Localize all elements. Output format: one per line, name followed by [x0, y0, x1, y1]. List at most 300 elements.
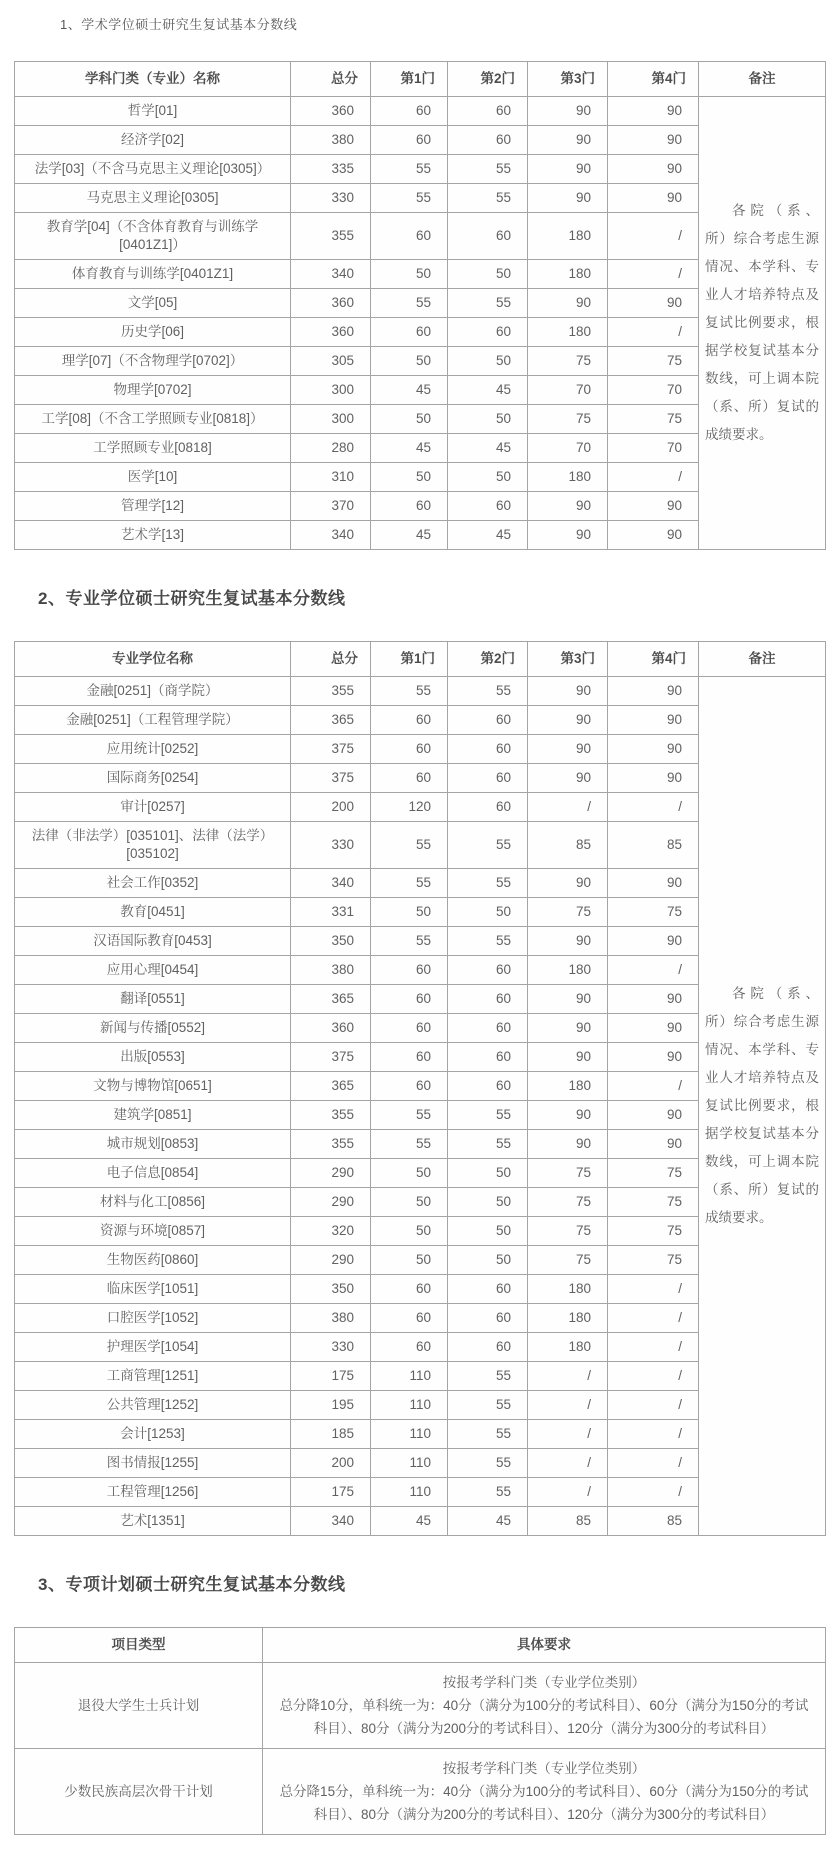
degree-name-cell: 口腔医学[1052]: [15, 1304, 291, 1333]
score-cell: 305: [291, 347, 371, 376]
score-cell: 60: [371, 1014, 448, 1043]
degree-name-cell: 应用心理[0454]: [15, 956, 291, 985]
column-header: 专业学位名称: [15, 642, 291, 677]
column-header: 备注: [699, 642, 826, 677]
score-cell: /: [608, 1420, 699, 1449]
academic-score-table: [14, 61, 826, 550]
score-cell: 280: [291, 434, 371, 463]
score-cell: 360: [291, 97, 371, 126]
degree-name-cell: 艺术学[13]: [15, 521, 291, 550]
score-cell: 50: [448, 1246, 528, 1275]
score-cell: 90: [608, 927, 699, 956]
degree-name-cell: 体育教育与训练学[0401Z1]: [15, 260, 291, 289]
score-cell: 90: [528, 764, 608, 793]
score-cell: 90: [608, 1130, 699, 1159]
degree-name-cell: 理学[07]（不含物理学[0702]）: [15, 347, 291, 376]
score-cell: 110: [371, 1362, 448, 1391]
score-cell: 195: [291, 1391, 371, 1420]
score-cell: 55: [448, 1478, 528, 1507]
score-cell: 180: [528, 1072, 608, 1101]
score-cell: 290: [291, 1188, 371, 1217]
score-cell: 331: [291, 898, 371, 927]
section-2-title: 2、专业学位硕士研究生复试基本分数线: [38, 589, 346, 608]
degree-name-cell: 审计[0257]: [15, 793, 291, 822]
column-header: 第3门: [528, 62, 608, 97]
score-cell: 365: [291, 1072, 371, 1101]
score-cell: 70: [528, 434, 608, 463]
degree-name-cell: 资源与环境[0857]: [15, 1217, 291, 1246]
score-cell: 90: [528, 289, 608, 318]
plan-requirement-cell: [263, 1663, 826, 1749]
remark-cell: [699, 677, 826, 1536]
score-cell: 120: [371, 793, 448, 822]
score-cell: /: [528, 1449, 608, 1478]
score-cell: 355: [291, 1130, 371, 1159]
requirement-detail: 总分降15分，单科统一为：40分（满分为100分的考试科目）、60分（满分为150分的考试科目）、80分（满分为200分的考试科目）、120分（满分为300分的考试科目）: [279, 1784, 809, 1822]
score-cell: 90: [608, 764, 699, 793]
score-cell: 50: [371, 260, 448, 289]
score-cell: 55: [448, 927, 528, 956]
score-cell: 70: [528, 376, 608, 405]
score-cell: 55: [448, 677, 528, 706]
score-cell: 330: [291, 822, 371, 869]
column-header: 第2门: [448, 62, 528, 97]
score-cell: /: [608, 260, 699, 289]
section-1-title: 1、学术学位硕士研究生复试基本分数线: [60, 17, 298, 32]
score-cell: 365: [291, 985, 371, 1014]
score-cell: 90: [608, 184, 699, 213]
degree-name-cell: 教育[0451]: [15, 898, 291, 927]
score-cell: 90: [528, 492, 608, 521]
degree-name-cell: 工学照顾专业[0818]: [15, 434, 291, 463]
degree-name-cell: 翻译[0551]: [15, 985, 291, 1014]
score-cell: 45: [371, 376, 448, 405]
score-cell: 45: [448, 434, 528, 463]
score-cell: 55: [448, 1391, 528, 1420]
score-cell: /: [528, 1478, 608, 1507]
degree-name-cell: 文学[05]: [15, 289, 291, 318]
score-cell: 60: [448, 97, 528, 126]
score-cell: 355: [291, 1101, 371, 1130]
score-cell: 75: [528, 1159, 608, 1188]
header-row: [15, 62, 826, 97]
score-cell: 60: [448, 1333, 528, 1362]
score-cell: 60: [371, 126, 448, 155]
score-cell: 60: [448, 793, 528, 822]
degree-name-cell: 新闻与传播[0552]: [15, 1014, 291, 1043]
score-cell: /: [528, 793, 608, 822]
degree-name-cell: 法学[03]（不含马克思主义理论[0305]）: [15, 155, 291, 184]
degree-name-cell: 工学[08]（不含工学照顾专业[0818]）: [15, 405, 291, 434]
score-cell: 350: [291, 1275, 371, 1304]
score-cell: 60: [371, 492, 448, 521]
score-cell: 90: [528, 126, 608, 155]
degree-name-cell: 城市规划[0853]: [15, 1130, 291, 1159]
degree-name-cell: 工商管理[1251]: [15, 1362, 291, 1391]
score-cell: 50: [448, 898, 528, 927]
score-cell: 85: [608, 822, 699, 869]
score-cell: 50: [371, 463, 448, 492]
score-cell: 90: [528, 155, 608, 184]
score-cell: 90: [608, 492, 699, 521]
score-cell: 75: [608, 1217, 699, 1246]
degree-name-cell: 文物与博物馆[0651]: [15, 1072, 291, 1101]
column-header: 第1门: [371, 62, 448, 97]
column-header: 第1门: [371, 642, 448, 677]
score-cell: 55: [448, 1130, 528, 1159]
score-cell: 60: [371, 735, 448, 764]
column-header: 学科门类（专业）名称: [15, 62, 291, 97]
score-cell: 90: [528, 1130, 608, 1159]
score-cell: 50: [448, 405, 528, 434]
score-cell: /: [608, 213, 699, 260]
table-row: [15, 97, 826, 126]
score-cell: 70: [608, 376, 699, 405]
degree-name-cell: 公共管理[1252]: [15, 1391, 291, 1420]
score-cell: 50: [371, 1217, 448, 1246]
score-cell: 290: [291, 1246, 371, 1275]
score-cell: 185: [291, 1420, 371, 1449]
score-cell: 75: [608, 1188, 699, 1217]
score-cell: 55: [371, 184, 448, 213]
score-cell: 200: [291, 1449, 371, 1478]
score-cell: 320: [291, 1217, 371, 1246]
score-cell: 90: [528, 706, 608, 735]
score-cell: 180: [528, 213, 608, 260]
score-cell: 90: [528, 1101, 608, 1130]
score-cell: 355: [291, 213, 371, 260]
score-cell: 180: [528, 956, 608, 985]
score-cell: 330: [291, 1333, 371, 1362]
degree-name-cell: 国际商务[0254]: [15, 764, 291, 793]
score-cell: /: [608, 1333, 699, 1362]
score-cell: 370: [291, 492, 371, 521]
score-cell: 55: [371, 869, 448, 898]
score-cell: 90: [528, 985, 608, 1014]
score-cell: 55: [371, 822, 448, 869]
column-header: 第3门: [528, 642, 608, 677]
score-cell: 375: [291, 735, 371, 764]
degree-name-cell: 护理医学[1054]: [15, 1333, 291, 1362]
score-cell: 90: [528, 1014, 608, 1043]
score-cell: 90: [608, 97, 699, 126]
special-plan-table: [14, 1627, 826, 1835]
score-cell: 55: [448, 822, 528, 869]
score-cell: 90: [528, 97, 608, 126]
table-row: [15, 1749, 826, 1835]
score-cell: 55: [371, 1130, 448, 1159]
score-cell: 60: [448, 318, 528, 347]
degree-name-cell: 临床医学[1051]: [15, 1275, 291, 1304]
score-cell: 300: [291, 405, 371, 434]
score-cell: 75: [608, 1159, 699, 1188]
score-cell: 60: [448, 764, 528, 793]
score-cell: 60: [371, 764, 448, 793]
score-cell: /: [608, 793, 699, 822]
score-cell: 50: [371, 898, 448, 927]
score-cell: 300: [291, 376, 371, 405]
score-cell: 60: [448, 1304, 528, 1333]
score-cell: 90: [528, 1043, 608, 1072]
score-cell: 75: [608, 405, 699, 434]
score-cell: 90: [528, 927, 608, 956]
score-cell: 90: [608, 155, 699, 184]
score-cell: 75: [528, 1246, 608, 1275]
score-cell: 85: [528, 1507, 608, 1536]
score-cell: 50: [371, 405, 448, 434]
score-cell: 110: [371, 1391, 448, 1420]
score-cell: 55: [448, 289, 528, 318]
column-header: 项目类型: [15, 1628, 263, 1663]
degree-name-cell: 出版[0553]: [15, 1043, 291, 1072]
score-cell: 90: [528, 735, 608, 764]
score-cell: 55: [371, 927, 448, 956]
score-cell: 60: [371, 706, 448, 735]
score-cell: 50: [448, 1188, 528, 1217]
score-cell: 70: [608, 434, 699, 463]
score-cell: /: [608, 1449, 699, 1478]
score-cell: 45: [371, 1507, 448, 1536]
score-cell: 60: [448, 1072, 528, 1101]
score-cell: /: [608, 1362, 699, 1391]
score-cell: 90: [608, 126, 699, 155]
score-cell: 75: [528, 898, 608, 927]
score-cell: 60: [371, 985, 448, 1014]
score-cell: /: [608, 1072, 699, 1101]
score-cell: 375: [291, 764, 371, 793]
score-cell: 330: [291, 184, 371, 213]
score-cell: 90: [528, 677, 608, 706]
score-cell: 55: [371, 289, 448, 318]
score-cell: 375: [291, 1043, 371, 1072]
score-cell: 50: [371, 1246, 448, 1275]
score-cell: /: [608, 1304, 699, 1333]
score-cell: 365: [291, 706, 371, 735]
degree-name-cell: 金融[0251]（商学院）: [15, 677, 291, 706]
score-cell: 90: [608, 521, 699, 550]
score-cell: 50: [448, 1217, 528, 1246]
requirement-detail: 总分降10分，单科统一为：40分（满分为100分的考试科目）、60分（满分为150分的考试科目）、80分（满分为200分的考试科目）、120分（满分为300分的考试科目）: [279, 1698, 809, 1736]
score-cell: 50: [371, 1159, 448, 1188]
score-cell: 340: [291, 521, 371, 550]
score-cell: 180: [528, 1333, 608, 1362]
score-cell: 110: [371, 1478, 448, 1507]
column-header: 具体要求: [263, 1628, 826, 1663]
score-cell: 55: [371, 677, 448, 706]
score-cell: 75: [528, 405, 608, 434]
score-cell: 60: [371, 1043, 448, 1072]
degree-name-cell: 教育学[04]（不含体育教育与训练学[0401Z1]）: [15, 213, 291, 260]
degree-name-cell: 汉语国际教育[0453]: [15, 927, 291, 956]
score-cell: 90: [608, 1101, 699, 1130]
score-cell: 90: [528, 869, 608, 898]
score-cell: 60: [448, 213, 528, 260]
column-header: 第2门: [448, 642, 528, 677]
score-cell: 45: [448, 1507, 528, 1536]
score-cell: 90: [608, 985, 699, 1014]
degree-name-cell: 法律（非法学）[035101]、法律（法学）[035102]: [15, 822, 291, 869]
score-cell: 360: [291, 318, 371, 347]
degree-name-cell: 医学[10]: [15, 463, 291, 492]
professional-score-table: [14, 641, 826, 1536]
score-cell: 60: [371, 1304, 448, 1333]
degree-name-cell: 社会工作[0352]: [15, 869, 291, 898]
score-cell: 340: [291, 869, 371, 898]
degree-name-cell: 材料与化工[0856]: [15, 1188, 291, 1217]
score-cell: 60: [371, 1072, 448, 1101]
score-cell: /: [608, 1275, 699, 1304]
score-cell: 350: [291, 927, 371, 956]
score-cell: 75: [608, 1246, 699, 1275]
score-cell: 55: [448, 1449, 528, 1478]
score-cell: 90: [608, 735, 699, 764]
score-cell: 55: [448, 1101, 528, 1130]
score-cell: 60: [448, 126, 528, 155]
degree-name-cell: 艺术[1351]: [15, 1507, 291, 1536]
score-cell: 75: [608, 898, 699, 927]
score-cell: 75: [528, 1188, 608, 1217]
degree-name-cell: 历史学[06]: [15, 318, 291, 347]
score-cell: 50: [371, 1188, 448, 1217]
score-cell: 55: [371, 155, 448, 184]
score-cell: 75: [528, 347, 608, 376]
score-cell: 75: [528, 1217, 608, 1246]
score-cell: 340: [291, 260, 371, 289]
score-cell: 340: [291, 1507, 371, 1536]
score-cell: 60: [371, 956, 448, 985]
score-cell: /: [528, 1420, 608, 1449]
degree-name-cell: 经济学[02]: [15, 126, 291, 155]
score-cell: 60: [448, 956, 528, 985]
score-cell: /: [608, 1478, 699, 1507]
score-cell: 90: [608, 1014, 699, 1043]
remark-text: 各院（系、所）综合考虑生源情况、本学科、专业人才培养特点及复试比例要求，根据学校复试基本分数线，可上调本院（系、所）复试的成绩要求。: [705, 203, 819, 442]
column-header: 总分: [291, 642, 371, 677]
score-cell: 175: [291, 1362, 371, 1391]
score-cell: 55: [448, 869, 528, 898]
score-cell: 55: [448, 184, 528, 213]
score-cell: 55: [448, 1362, 528, 1391]
score-cell: 85: [528, 822, 608, 869]
score-cell: 180: [528, 1304, 608, 1333]
requirement-heading: 按报考学科门类（专业学位类别）: [442, 1675, 646, 1690]
score-cell: 45: [448, 376, 528, 405]
score-cell: 60: [448, 706, 528, 735]
score-cell: 180: [528, 260, 608, 289]
score-cell: /: [608, 318, 699, 347]
score-cell: 310: [291, 463, 371, 492]
score-cell: /: [608, 463, 699, 492]
score-cell: 90: [608, 706, 699, 735]
remark-text: 各院（系、所）综合考虑生源情况、本学科、专业人才培养特点及复试比例要求，根据学校复试基本分数线，可上调本院（系、所）复试的成绩要求。: [705, 986, 819, 1225]
degree-name-cell: 哲学[01]: [15, 97, 291, 126]
section-3-title: 3、专项计划硕士研究生复试基本分数线: [38, 1575, 346, 1594]
column-header: 第4门: [608, 62, 699, 97]
degree-name-cell: 金融[0251]（工程管理学院）: [15, 706, 291, 735]
score-cell: 335: [291, 155, 371, 184]
score-cell: 90: [528, 521, 608, 550]
score-cell: 60: [448, 1043, 528, 1072]
degree-name-cell: 工程管理[1256]: [15, 1478, 291, 1507]
column-header: 备注: [699, 62, 826, 97]
score-cell: 90: [528, 184, 608, 213]
table-row: [15, 677, 826, 706]
score-cell: 45: [448, 521, 528, 550]
score-cell: 45: [371, 521, 448, 550]
score-cell: 360: [291, 289, 371, 318]
score-cell: 75: [608, 347, 699, 376]
column-header: 第4门: [608, 642, 699, 677]
plan-type-cell: 退役大学生士兵计划: [15, 1663, 263, 1749]
degree-name-cell: 生物医药[0860]: [15, 1246, 291, 1275]
score-cell: 55: [448, 155, 528, 184]
degree-name-cell: 马克思主义理论[0305]: [15, 184, 291, 213]
score-cell: 180: [528, 318, 608, 347]
score-cell: 60: [448, 735, 528, 764]
score-cell: 380: [291, 956, 371, 985]
score-cell: 110: [371, 1420, 448, 1449]
score-cell: 175: [291, 1478, 371, 1507]
score-cell: 90: [608, 869, 699, 898]
score-cell: 180: [528, 1275, 608, 1304]
degree-name-cell: 图书情报[1255]: [15, 1449, 291, 1478]
score-cell: 90: [608, 1043, 699, 1072]
score-cell: 50: [448, 463, 528, 492]
plan-requirement-cell: [263, 1749, 826, 1835]
score-cell: 90: [608, 289, 699, 318]
score-cell: 180: [528, 463, 608, 492]
header-row: [15, 642, 826, 677]
score-cell: 380: [291, 1304, 371, 1333]
degree-name-cell: 会计[1253]: [15, 1420, 291, 1449]
score-cell: 360: [291, 1014, 371, 1043]
score-cell: 380: [291, 126, 371, 155]
score-cell: 55: [448, 1420, 528, 1449]
score-cell: 60: [448, 492, 528, 521]
score-cell: /: [608, 1391, 699, 1420]
degree-name-cell: 物理学[0702]: [15, 376, 291, 405]
score-cell: 85: [608, 1507, 699, 1536]
score-cell: 45: [371, 434, 448, 463]
column-header: 总分: [291, 62, 371, 97]
remark-cell: [699, 97, 826, 550]
score-cell: 50: [448, 260, 528, 289]
score-cell: 60: [371, 1333, 448, 1362]
score-cell: /: [528, 1362, 608, 1391]
score-cell: /: [608, 956, 699, 985]
degree-name-cell: 电子信息[0854]: [15, 1159, 291, 1188]
score-cell: 355: [291, 677, 371, 706]
score-cell: 60: [371, 1275, 448, 1304]
score-cell: 50: [448, 347, 528, 376]
requirement-heading: 按报考学科门类（专业学位类别）: [442, 1761, 646, 1776]
score-cell: 60: [448, 1275, 528, 1304]
score-cell: 60: [371, 213, 448, 260]
header-row: [15, 1628, 826, 1663]
score-cell: 50: [371, 347, 448, 376]
score-cell: 55: [371, 1101, 448, 1130]
degree-name-cell: 建筑学[0851]: [15, 1101, 291, 1130]
score-cell: 110: [371, 1449, 448, 1478]
score-cell: 90: [608, 677, 699, 706]
score-cell: /: [528, 1391, 608, 1420]
score-cell: 60: [371, 97, 448, 126]
plan-type-cell: 少数民族高层次骨干计划: [15, 1749, 263, 1835]
table-row: [15, 1663, 826, 1749]
degree-name-cell: 应用统计[0252]: [15, 735, 291, 764]
score-cell: 60: [448, 985, 528, 1014]
score-cell: 50: [448, 1159, 528, 1188]
